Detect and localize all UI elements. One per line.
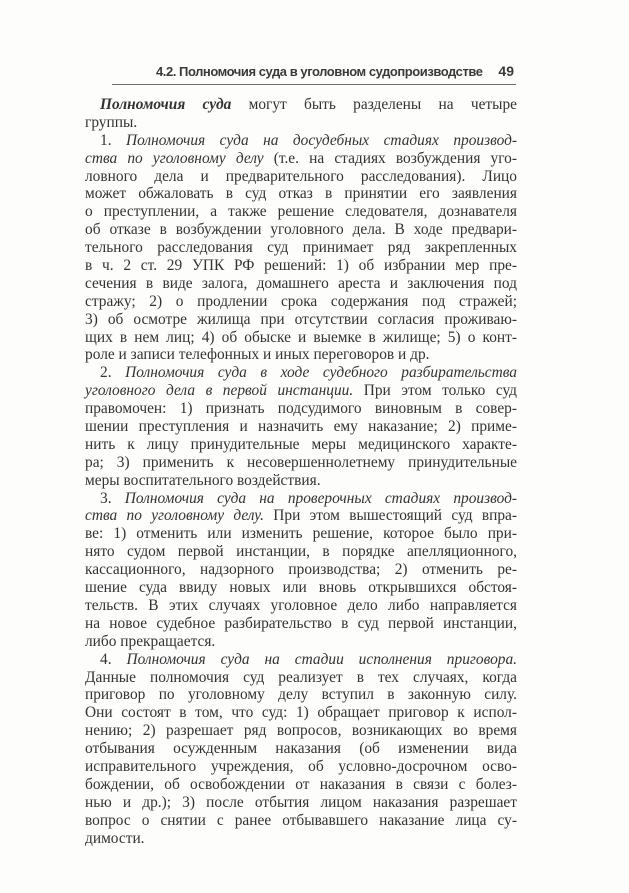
text-line (85, 168, 517, 186)
text-run: на новое судебное разбирательство в суд первой инстанции, (85, 614, 517, 632)
italic-heading: ства по уголовному делу (85, 149, 264, 167)
text-run: вопрос о снятии с ранее отбывавшего наказание лица су- (85, 811, 517, 829)
text-line (85, 704, 517, 722)
text-line (85, 132, 517, 150)
italic-heading: Полномочия суда в ходе судебного разбирательства (125, 364, 518, 382)
text-line (85, 382, 517, 400)
text-line (85, 150, 517, 168)
text-line (85, 794, 517, 812)
text-line (85, 418, 517, 436)
text-line (85, 579, 517, 597)
text-run: правомочен: 1) признать подсудимого виновным в совер- (85, 400, 517, 418)
text-run: При этом только суд (353, 382, 518, 400)
text-run: При этом вышестоящий суд впра- (263, 507, 517, 525)
running-title: 4.2. Полномочия суда в уголовном судопроизводстве (156, 64, 483, 79)
text-run: щих в нем лиц; 4) об обыске и выемке в жилище; 5) о конт- (85, 328, 517, 346)
text-run: нято судом первой инстанции, в порядке апелляционного, (85, 543, 517, 561)
text-line (85, 669, 517, 687)
text-run: 3) об осмотре жилища при отсутствии согласия проживаю- (85, 310, 517, 328)
text-run: о преступлении, а также решение следователя, дознавателя (85, 203, 517, 221)
text-run: (т.е. на стадиях возбуждения уго- (263, 149, 517, 167)
text-line (85, 507, 517, 525)
text-line (85, 812, 517, 830)
text-run: может обжаловать в суд отказ в принятии его заявления (85, 185, 517, 203)
body-text (85, 96, 517, 847)
text-line (85, 203, 517, 221)
text-line (85, 740, 517, 758)
text-line (85, 525, 517, 543)
text-run: группы. (85, 113, 138, 131)
italic-heading: уголовного дела в первой инстанции. (85, 382, 354, 400)
text-run: приговор по уголовному делу вступил в законную силу. (85, 686, 517, 704)
text-line (85, 329, 517, 347)
text-run: Данные полномочия суд реализует в тех случаях, когда (85, 668, 517, 686)
text-run: меры воспитательного воздействия. (85, 471, 321, 489)
text-run: тельств. В этих случаях уголовное дело либо направляется (85, 596, 517, 614)
text-line (85, 776, 517, 794)
text-run: 3. (100, 489, 125, 507)
text-line (85, 257, 517, 275)
text-line (85, 758, 517, 776)
text-run: в ч. 2 ст. 29 УПК РФ решений: 1) об избрании мер пре- (85, 257, 517, 275)
text-line (85, 561, 517, 579)
text-run: роле и записи телефонных и иных переговоров и др. (85, 346, 430, 364)
text-run: исправительного учреждения, об условно-досрочном осво- (85, 757, 517, 775)
text-line (85, 311, 517, 329)
text-line (85, 543, 517, 561)
text-line (85, 275, 517, 293)
text-run: ве: 1) отменить или изменить решение, которое было при- (85, 525, 517, 543)
text-run: ловного дела и предварительного расследования). Лицо (85, 167, 517, 185)
text-run: об отказе в возбуждении уголовного дела. В ходе предвари- (85, 221, 517, 239)
text-run: шении преступления и назначить ему наказание; 2) приме- (85, 418, 517, 436)
text-line (85, 454, 517, 472)
text-run: кассационного, надзорного производства; 2) отменить ре- (85, 561, 517, 579)
text-line (85, 490, 517, 508)
text-line (85, 114, 517, 132)
text-run: нью и др.); 3) после отбытия лицом наказания разрешает (85, 793, 517, 811)
italic-heading: Полномочия суда на проверочных стадиях производ- (124, 489, 517, 507)
text-run: сечения в виде залога, домашнего ареста и заключения под (85, 274, 517, 292)
text-run: нению; 2) разрешает ряд вопросов, возникающих во время (85, 722, 517, 740)
text-run: либо прекращается. (85, 632, 216, 650)
text-run: ра; 3) применить к несовершеннолетнему принудительные (85, 453, 517, 471)
text-line (85, 651, 517, 669)
text-line (85, 436, 517, 454)
text-line (85, 633, 517, 651)
text-line (85, 364, 517, 382)
italic-heading: ства по уголовному делу. (85, 507, 264, 525)
text-line (85, 615, 517, 633)
text-run: шение суда ввиду новых или вновь открывшихся обстоя- (85, 579, 517, 597)
text-line (85, 830, 517, 848)
text-line (85, 346, 517, 364)
italic-heading: Полномочия суда на досудебных стадиях производ- (126, 131, 517, 149)
text-line (85, 472, 517, 490)
text-run: могут быть разделены на четыре (231, 96, 517, 113)
text-line (85, 221, 517, 239)
text-line (85, 597, 517, 615)
text-line (85, 185, 517, 203)
italic-heading: Полномочия суда на стадии исполнения приговора. (126, 650, 517, 668)
text-run: отбывания осужденным наказания (об изменении вида (85, 740, 517, 758)
text-line (85, 722, 517, 740)
text-line (85, 400, 517, 418)
bold-italic-term: Полномочия суда (100, 96, 232, 113)
page-number: 49 (498, 63, 514, 79)
text-run: 1. (100, 131, 126, 149)
text-line (85, 96, 517, 114)
bold-term (100, 96, 231, 113)
text-run: димости. (85, 829, 145, 847)
text-run: тельного расследования суд принимает ряд закрепленных (85, 239, 517, 257)
text-line (85, 293, 517, 311)
text-line (85, 239, 517, 257)
text-run: Они состоят в том, что суд: 1) обращает приговор к испол- (85, 704, 517, 722)
text-run: 4. (100, 650, 127, 668)
text-run: 2. (100, 364, 126, 382)
text-run: нить к лицу принудительные меры медицинского характе- (85, 435, 517, 453)
text-run: стражу; 2) о продлении срока содержания под стражей; (85, 292, 517, 310)
text-line (85, 686, 517, 704)
text-run: бождении, об освобождении от наказания в связи с болез- (85, 775, 517, 793)
running-header (112, 60, 516, 85)
